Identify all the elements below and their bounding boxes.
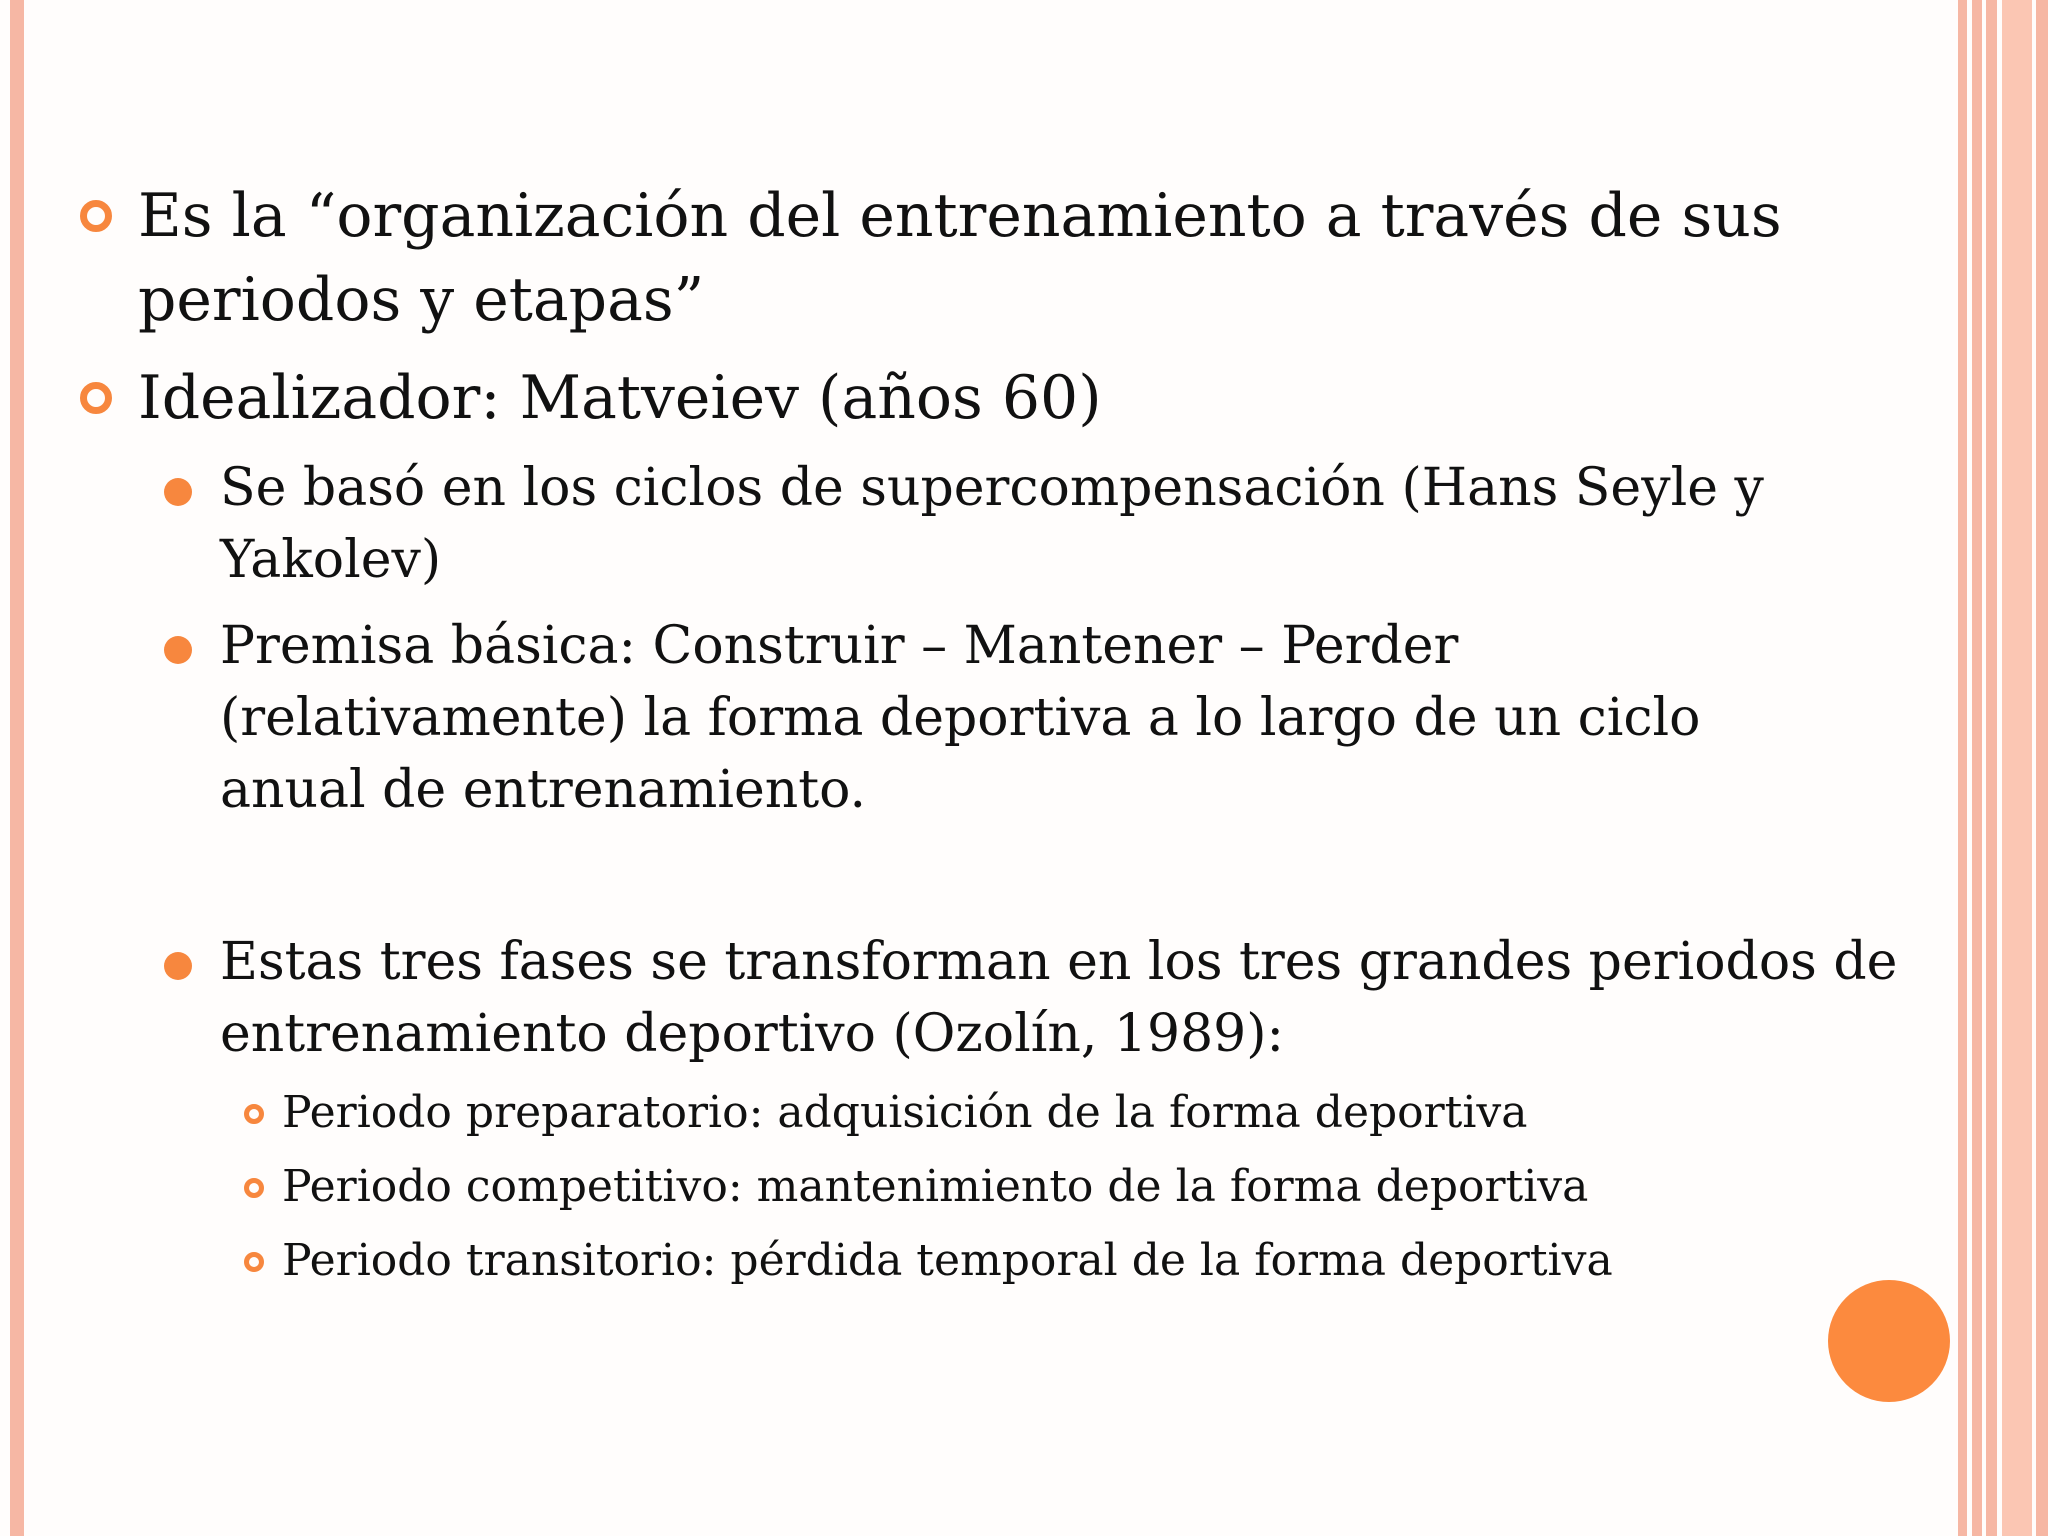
small-ring-bullet-icon xyxy=(244,1252,264,1272)
filled-bullet-icon xyxy=(164,478,192,506)
sub-sub-bullet-item xyxy=(0,1150,1900,1224)
ring-bullet-icon xyxy=(80,382,112,414)
filled-bullet-icon xyxy=(164,636,192,664)
bullet-text: Es la “organización del entrenamiento a través de sus periodos y etapas” xyxy=(138,181,1782,335)
filled-bullet-icon xyxy=(164,952,192,980)
small-ring-bullet-icon xyxy=(244,1178,264,1198)
bullet-item xyxy=(0,174,1900,342)
sub-sub-bullet-text: Periodo transitorio: pérdida temporal de la forma deportiva xyxy=(282,1235,1613,1286)
right-border-stripe xyxy=(1958,0,1967,1536)
sub-bullet-text: Se basó en los ciclos de supercompensación (Hans Seyle y Yakolev) xyxy=(220,458,1764,590)
right-border-stripe xyxy=(2002,0,2032,1536)
right-border-stripe xyxy=(1972,0,1982,1536)
bullet-item xyxy=(0,356,1900,440)
sub-bullet-item xyxy=(0,610,1900,826)
sub-bullet-text: Premisa básica: Construir – Mantener – Perder (relativamente) la forma deportiva a lo largo de un ciclo anual de entrenamiento. xyxy=(220,616,1701,820)
sub-sub-bullet-item xyxy=(0,1224,1900,1298)
bullet-text: Idealizador: Matveiev (años 60) xyxy=(138,363,1102,433)
sub-sub-bullet-text: Periodo competitivo: mantenimiento de la forma deportiva xyxy=(282,1161,1589,1212)
sub-bullet-text: Estas tres fases se transforman en los tres grandes periodos de entrenamiento deportivo (Ozolín, 1989): xyxy=(220,932,1898,1064)
right-border-stripe xyxy=(2036,0,2048,1536)
right-border-stripe xyxy=(1986,0,1997,1536)
small-ring-bullet-icon xyxy=(244,1104,264,1124)
sub-bullet-item xyxy=(0,452,1900,596)
sub-sub-bullet-text: Periodo preparatorio: adquisición de la forma deportiva xyxy=(282,1087,1528,1138)
sub-sub-bullet-item xyxy=(0,1076,1900,1150)
ring-bullet-icon xyxy=(80,200,112,232)
decorative-orange-circle xyxy=(1828,1280,1950,1402)
sub-bullet-item xyxy=(0,926,1900,1070)
